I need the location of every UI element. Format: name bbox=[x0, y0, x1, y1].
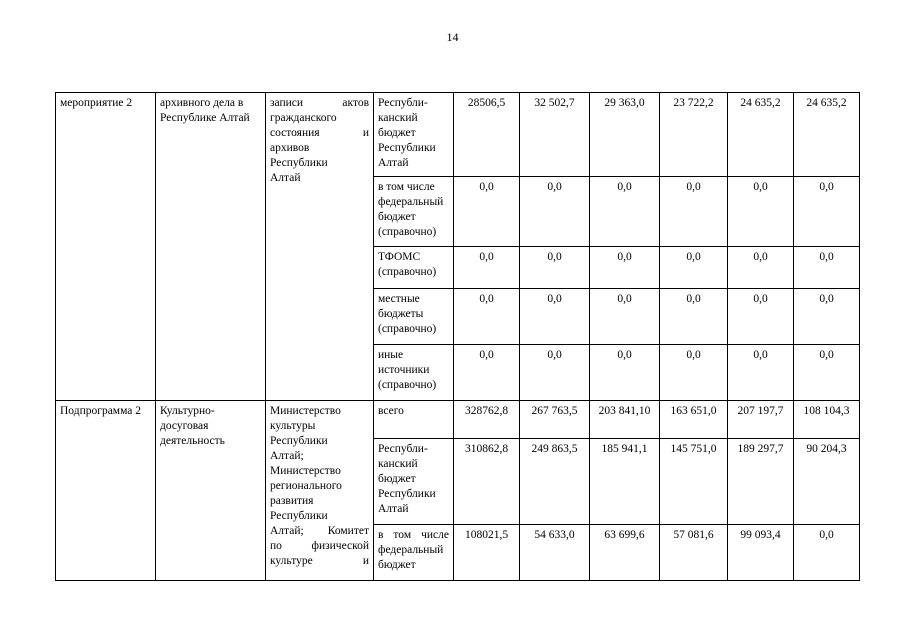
budget-table bbox=[55, 92, 860, 581]
value-cell: 0,0 bbox=[794, 177, 860, 247]
value-cell: 0,0 bbox=[728, 289, 794, 345]
funding-source: ТФОМС (справочно) bbox=[374, 247, 454, 289]
value-cell: 0,0 bbox=[454, 247, 520, 289]
value-cell: 99 093,4 bbox=[728, 525, 794, 581]
event-label: мероприятие 2 bbox=[56, 93, 156, 401]
value-cell: 0,0 bbox=[794, 289, 860, 345]
value-cell: 249 863,5 bbox=[520, 439, 590, 525]
value-cell: 32 502,7 bbox=[520, 93, 590, 177]
value-cell: 24 635,2 bbox=[794, 93, 860, 177]
value-cell: 28506,5 bbox=[454, 93, 520, 177]
funding-source: в том числе федеральный бюджет (справочно) bbox=[374, 177, 454, 247]
funding-source: всего bbox=[374, 401, 454, 439]
value-cell: 90 204,3 bbox=[794, 439, 860, 525]
value-cell: 0,0 bbox=[454, 345, 520, 401]
value-cell: 0,0 bbox=[590, 247, 660, 289]
value-cell: 163 651,0 bbox=[660, 401, 728, 439]
value-cell: 0,0 bbox=[520, 247, 590, 289]
subprogram-description: Культурно- досуговая деятельность bbox=[156, 401, 266, 581]
value-cell: 203 841,10 bbox=[590, 401, 660, 439]
funding-source: иные источники (справочно) bbox=[374, 345, 454, 401]
value-cell: 57 081,6 bbox=[660, 525, 728, 581]
value-cell: 185 941,1 bbox=[590, 439, 660, 525]
value-cell: 0,0 bbox=[590, 289, 660, 345]
value-cell: 0,0 bbox=[728, 247, 794, 289]
value-cell: 0,0 bbox=[660, 177, 728, 247]
value-cell: 54 633,0 bbox=[520, 525, 590, 581]
value-cell: 0,0 bbox=[454, 177, 520, 247]
value-cell: 207 197,7 bbox=[728, 401, 794, 439]
value-cell: 328762,8 bbox=[454, 401, 520, 439]
value-cell: 63 699,6 bbox=[590, 525, 660, 581]
table-row bbox=[56, 93, 860, 177]
page-number: 14 bbox=[446, 30, 459, 44]
value-cell: 0,0 bbox=[794, 247, 860, 289]
funding-source: Республи- канский бюджет Республики Алтай bbox=[374, 439, 454, 525]
value-cell: 0,0 bbox=[794, 525, 860, 581]
responsible-executor: Министерство культуры Республики Алтай; Министерство регионального развития Республики Алтай; Комитет по физической культуре и bbox=[266, 401, 374, 581]
value-cell: 189 297,7 bbox=[728, 439, 794, 525]
value-cell: 108 104,3 bbox=[794, 401, 860, 439]
value-cell: 0,0 bbox=[660, 247, 728, 289]
value-cell: 0,0 bbox=[660, 345, 728, 401]
subprogram-label: Подпрограмма 2 bbox=[56, 401, 156, 581]
responsible-executor: записи актов гражданского состояния и архивов Республики Алтай bbox=[266, 93, 374, 401]
value-cell: 0,0 bbox=[660, 289, 728, 345]
value-cell: 145 751,0 bbox=[660, 439, 728, 525]
value-cell: 23 722,2 bbox=[660, 93, 728, 177]
value-cell: 29 363,0 bbox=[590, 93, 660, 177]
value-cell: 0,0 bbox=[590, 345, 660, 401]
value-cell: 310862,8 bbox=[454, 439, 520, 525]
value-cell: 24 635,2 bbox=[728, 93, 794, 177]
value-cell: 0,0 bbox=[728, 345, 794, 401]
event-description: архивного дела в Республике Алтай bbox=[156, 93, 266, 401]
value-cell: 267 763,5 bbox=[520, 401, 590, 439]
funding-source: местные бюджеты (справочно) bbox=[374, 289, 454, 345]
value-cell: 0,0 bbox=[520, 177, 590, 247]
value-cell: 0,0 bbox=[590, 177, 660, 247]
value-cell: 0,0 bbox=[728, 177, 794, 247]
funding-source: Республи- канский бюджет Республики Алтай bbox=[374, 93, 454, 177]
value-cell: 0,0 bbox=[794, 345, 860, 401]
value-cell: 108021,5 bbox=[454, 525, 520, 581]
value-cell: 0,0 bbox=[520, 345, 590, 401]
value-cell: 0,0 bbox=[454, 289, 520, 345]
funding-source: в том числе федеральный бюджет bbox=[374, 525, 454, 581]
value-cell: 0,0 bbox=[520, 289, 590, 345]
table-row bbox=[56, 401, 860, 439]
